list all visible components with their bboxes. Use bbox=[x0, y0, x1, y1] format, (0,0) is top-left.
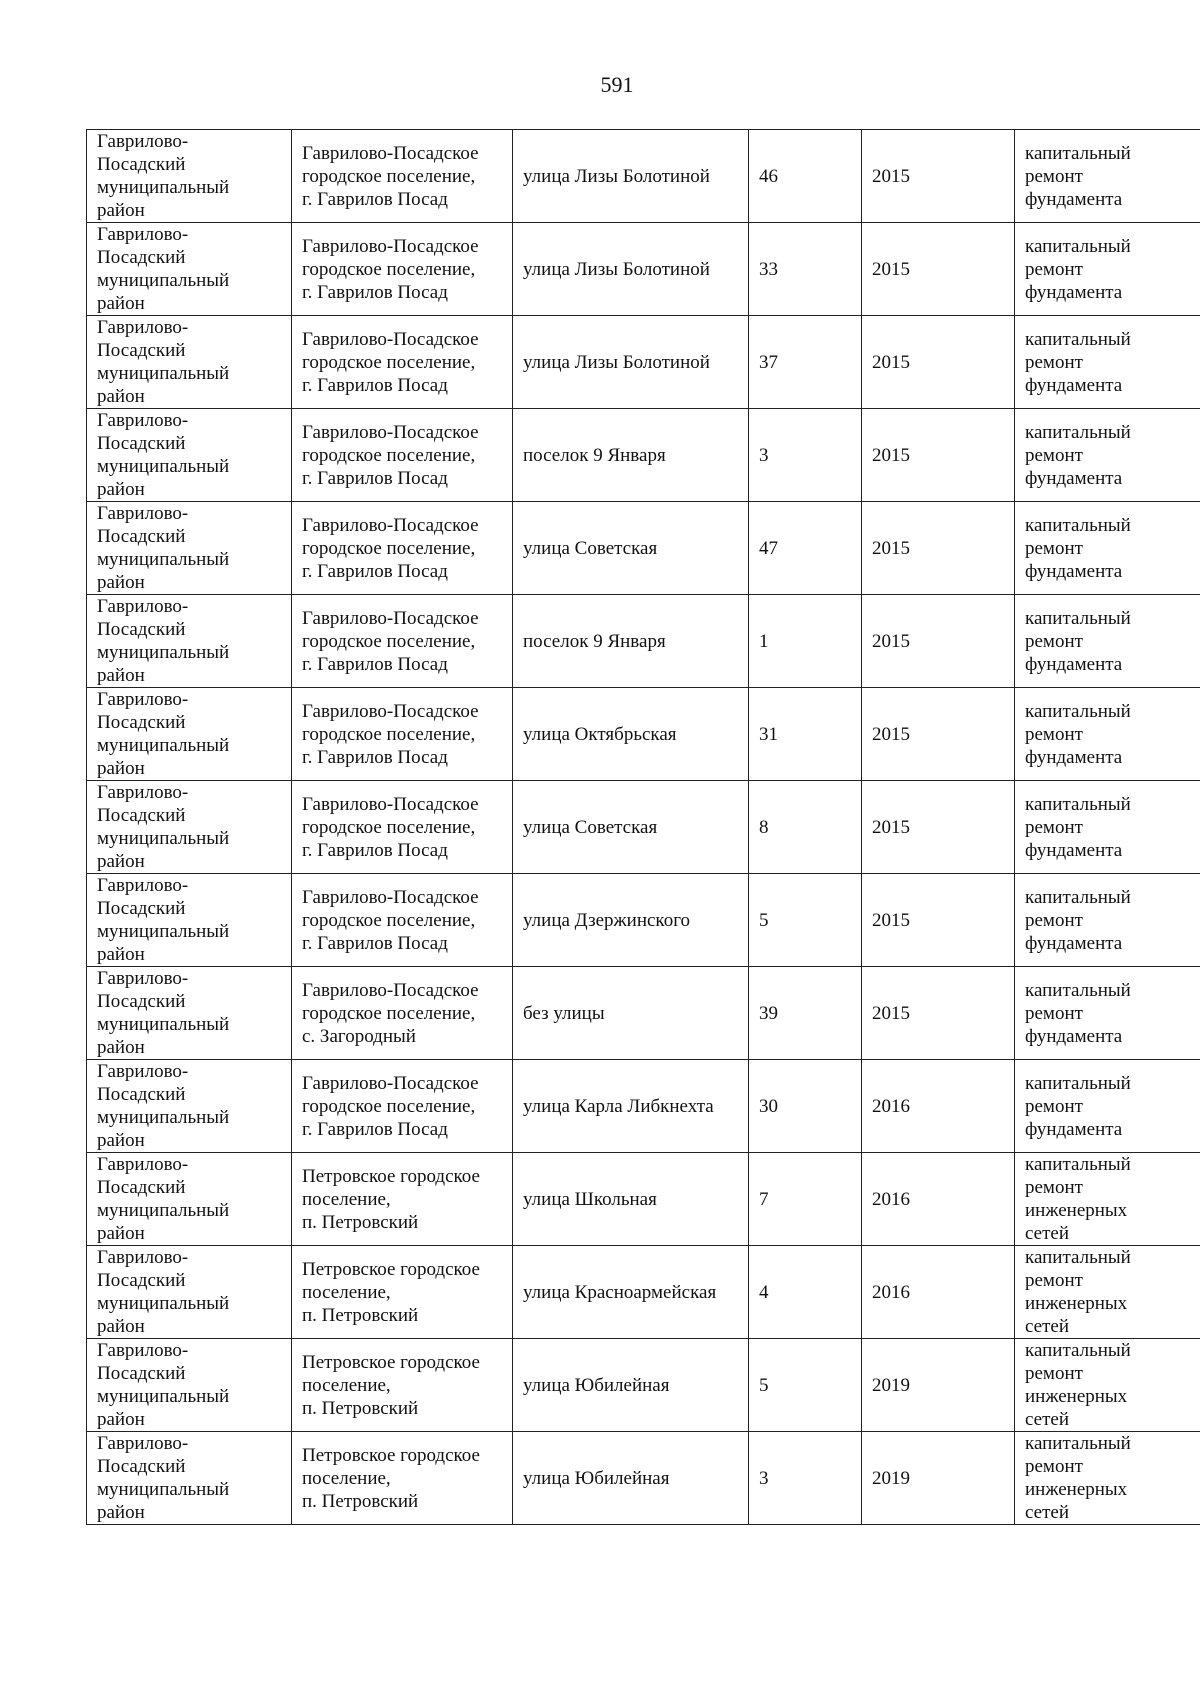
district-cell: Гаврилово- Посадский муниципальный район bbox=[87, 1339, 292, 1432]
settlement-cell: Гаврилово-Посадское городское поселение, с. Загородный bbox=[292, 967, 513, 1060]
district-cell: Гаврилово- Посадский муниципальный район bbox=[87, 781, 292, 874]
street-cell: поселок 9 Января bbox=[513, 409, 749, 502]
house-number-cell: 47 bbox=[749, 502, 862, 595]
table-row bbox=[87, 874, 1200, 967]
year-cell: 2019 bbox=[862, 1339, 1015, 1432]
work-type-cell: капитальный ремонт фундамента bbox=[1015, 409, 1200, 502]
street-cell: улица Красноармейская bbox=[513, 1246, 749, 1339]
work-type-cell: капитальный ремонт фундамента bbox=[1015, 688, 1200, 781]
table-row bbox=[87, 1246, 1200, 1339]
street-cell: улица Лизы Болотиной bbox=[513, 316, 749, 409]
street-cell: улица Школьная bbox=[513, 1153, 749, 1246]
work-type-cell: капитальный ремонт фундамента bbox=[1015, 1060, 1200, 1153]
district-cell: Гаврилово- Посадский муниципальный район bbox=[87, 1153, 292, 1246]
table-body bbox=[87, 130, 1200, 1525]
house-number-cell: 31 bbox=[749, 688, 862, 781]
settlement-cell: Гаврилово-Посадское городское поселение, г. Гаврилов Посад bbox=[292, 223, 513, 316]
settlement-cell: Гаврилово-Посадское городское поселение, г. Гаврилов Посад bbox=[292, 502, 513, 595]
settlement-cell: Гаврилово-Посадское городское поселение, г. Гаврилов Посад bbox=[292, 595, 513, 688]
work-type-cell: капитальный ремонт фундамента bbox=[1015, 223, 1200, 316]
street-cell: улица Карла Либкнехта bbox=[513, 1060, 749, 1153]
district-cell: Гаврилово- Посадский муниципальный район bbox=[87, 316, 292, 409]
house-number-cell: 4 bbox=[749, 1246, 862, 1339]
table-row bbox=[87, 409, 1200, 502]
street-cell: улица Юбилейная bbox=[513, 1339, 749, 1432]
table-row bbox=[87, 967, 1200, 1060]
work-type-cell: капитальный ремонт инженерных сетей bbox=[1015, 1246, 1200, 1339]
house-number-cell: 3 bbox=[749, 409, 862, 502]
settlement-cell: Гаврилово-Посадское городское поселение, г. Гаврилов Посад bbox=[292, 316, 513, 409]
street-cell: улица Юбилейная bbox=[513, 1432, 749, 1525]
house-number-cell: 46 bbox=[749, 130, 862, 223]
settlement-cell: Гаврилово-Посадское городское поселение, г. Гаврилов Посад bbox=[292, 781, 513, 874]
work-type-cell: капитальный ремонт фундамента bbox=[1015, 781, 1200, 874]
work-type-cell: капитальный ремонт инженерных сетей bbox=[1015, 1153, 1200, 1246]
district-cell: Гаврилово- Посадский муниципальный район bbox=[87, 223, 292, 316]
table-row bbox=[87, 502, 1200, 595]
settlement-cell: Петровское городское поселение, п. Петровский bbox=[292, 1153, 513, 1246]
table-row bbox=[87, 595, 1200, 688]
house-number-cell: 3 bbox=[749, 1432, 862, 1525]
street-cell: поселок 9 Января bbox=[513, 595, 749, 688]
table-row bbox=[87, 781, 1200, 874]
year-cell: 2016 bbox=[862, 1153, 1015, 1246]
year-cell: 2015 bbox=[862, 502, 1015, 595]
year-cell: 2019 bbox=[862, 1432, 1015, 1525]
table-row bbox=[87, 1153, 1200, 1246]
settlement-cell: Гаврилово-Посадское городское поселение, г. Гаврилов Посад bbox=[292, 1060, 513, 1153]
settlement-cell: Гаврилово-Посадское городское поселение, г. Гаврилов Посад bbox=[292, 130, 513, 223]
house-number-cell: 1 bbox=[749, 595, 862, 688]
year-cell: 2016 bbox=[862, 1246, 1015, 1339]
street-cell: улица Лизы Болотиной bbox=[513, 130, 749, 223]
work-type-cell: капитальный ремонт фундамента bbox=[1015, 595, 1200, 688]
settlement-cell: Петровское городское поселение, п. Петровский bbox=[292, 1339, 513, 1432]
work-type-cell: капитальный ремонт инженерных сетей bbox=[1015, 1339, 1200, 1432]
settlement-cell: Гаврилово-Посадское городское поселение, г. Гаврилов Посад bbox=[292, 688, 513, 781]
table-row bbox=[87, 316, 1200, 409]
page-number: 591 bbox=[600, 72, 634, 97]
street-cell: улица Советская bbox=[513, 502, 749, 595]
table-row bbox=[87, 223, 1200, 316]
settlement-cell: Петровское городское поселение, п. Петровский bbox=[292, 1432, 513, 1525]
table-row bbox=[87, 1060, 1200, 1153]
district-cell: Гаврилово- Посадский муниципальный район bbox=[87, 409, 292, 502]
settlement-cell: Петровское городское поселение, п. Петровский bbox=[292, 1246, 513, 1339]
work-type-cell: капитальный ремонт фундамента bbox=[1015, 874, 1200, 967]
table-row bbox=[87, 1432, 1200, 1525]
house-number-cell: 8 bbox=[749, 781, 862, 874]
house-number-cell: 30 bbox=[749, 1060, 862, 1153]
year-cell: 2015 bbox=[862, 688, 1015, 781]
street-cell: улица Лизы Болотиной bbox=[513, 223, 749, 316]
district-cell: Гаврилово- Посадский муниципальный район bbox=[87, 874, 292, 967]
year-cell: 2015 bbox=[862, 409, 1015, 502]
district-cell: Гаврилово- Посадский муниципальный район bbox=[87, 1246, 292, 1339]
district-cell: Гаврилово- Посадский муниципальный район bbox=[87, 967, 292, 1060]
district-cell: Гаврилово- Посадский муниципальный район bbox=[87, 688, 292, 781]
work-type-cell: капитальный ремонт фундамента bbox=[1015, 316, 1200, 409]
street-cell: улица Советская bbox=[513, 781, 749, 874]
work-type-cell: капитальный ремонт фундамента bbox=[1015, 130, 1200, 223]
year-cell: 2015 bbox=[862, 874, 1015, 967]
work-type-cell: капитальный ремонт фундамента bbox=[1015, 502, 1200, 595]
district-cell: Гаврилово- Посадский муниципальный район bbox=[87, 1060, 292, 1153]
year-cell: 2015 bbox=[862, 967, 1015, 1060]
street-cell: улица Октябрьская bbox=[513, 688, 749, 781]
year-cell: 2015 bbox=[862, 781, 1015, 874]
district-cell: Гаврилово- Посадский муниципальный район bbox=[87, 1432, 292, 1525]
year-cell: 2015 bbox=[862, 130, 1015, 223]
table-row bbox=[87, 688, 1200, 781]
settlement-cell: Гаврилово-Посадское городское поселение, г. Гаврилов Посад bbox=[292, 874, 513, 967]
street-cell: улица Дзержинского bbox=[513, 874, 749, 967]
house-number-cell: 37 bbox=[749, 316, 862, 409]
year-cell: 2015 bbox=[862, 316, 1015, 409]
house-number-cell: 33 bbox=[749, 223, 862, 316]
district-cell: Гаврилово- Посадский муниципальный район bbox=[87, 130, 292, 223]
house-number-cell: 7 bbox=[749, 1153, 862, 1246]
table-row bbox=[87, 1339, 1200, 1432]
settlement-cell: Гаврилово-Посадское городское поселение, г. Гаврилов Посад bbox=[292, 409, 513, 502]
district-cell: Гаврилово- Посадский муниципальный район bbox=[87, 502, 292, 595]
housing-repair-table bbox=[86, 129, 1200, 1525]
house-number-cell: 5 bbox=[749, 1339, 862, 1432]
year-cell: 2016 bbox=[862, 1060, 1015, 1153]
year-cell: 2015 bbox=[862, 223, 1015, 316]
street-cell: без улицы bbox=[513, 967, 749, 1060]
year-cell: 2015 bbox=[862, 595, 1015, 688]
table-row bbox=[87, 130, 1200, 223]
house-number-cell: 39 bbox=[749, 967, 862, 1060]
work-type-cell: капитальный ремонт фундамента bbox=[1015, 967, 1200, 1060]
house-number-cell: 5 bbox=[749, 874, 862, 967]
work-type-cell: капитальный ремонт инженерных сетей bbox=[1015, 1432, 1200, 1525]
district-cell: Гаврилово- Посадский муниципальный район bbox=[87, 595, 292, 688]
